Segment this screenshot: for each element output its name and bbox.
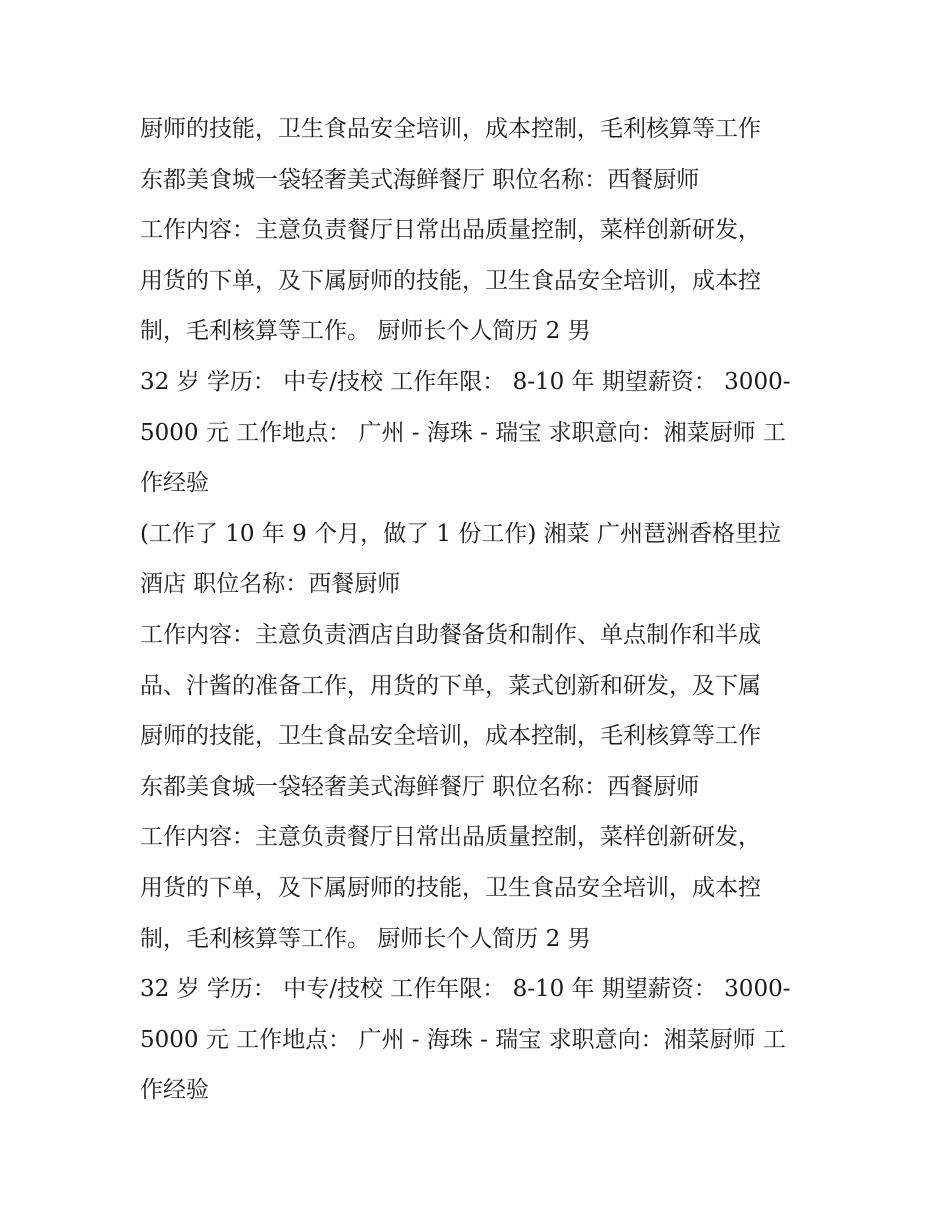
text-line: 工作内容：主意负责餐厅日常出品质量控制，菜样创新研发， — [140, 824, 761, 851]
text-line: 32 岁 学历： 中专/技校 工作年限： 8-10 年 期望薪资： 3000- — [140, 976, 791, 1003]
text-line: 制，毛利核算等工作。 厨师长个人简历 2 男 — [140, 925, 591, 952]
text-line: 用货的下单，及下属厨师的技能，卫生食品安全培训，成本控 — [140, 267, 761, 294]
text-line: 用货的下单，及下属厨师的技能，卫生食品安全培训，成本控 — [140, 874, 761, 901]
text-line: 酒店 职位名称：西餐厨师 — [140, 571, 401, 598]
text-line: 作经验 — [140, 470, 209, 497]
text-line: 品、汁酱的准备工作，用货的下单，菜式创新和研发，及下属 — [140, 672, 761, 699]
text-line: (工作了 10 年 9 个月，做了 1 份工作) 湘菜 广州琶洲香格里拉 — [140, 520, 781, 547]
text-line: 工作内容：主意负责餐厅日常出品质量控制，菜样创新研发， — [140, 217, 761, 244]
text-line: 厨师的技能，卫生食品安全培训，成本控制，毛利核算等工作 — [140, 116, 761, 142]
text-line: 制，毛利核算等工作。 厨师长个人简历 2 男 — [140, 318, 591, 345]
text-line: 工作内容：主意负责酒店自助餐备货和制作、单点制作和半成 — [140, 621, 761, 648]
text-line: 厨师的技能，卫生食品安全培训，成本控制，毛利核算等工作 — [140, 723, 761, 750]
text-line: 32 岁 学历： 中专/技校 工作年限： 8-10 年 期望薪资： 3000- — [140, 368, 791, 395]
text-line: 5000 元 工作地点： 广州 - 海珠 - 瑞宝 求职意向：湘菜厨师 工 — [140, 1026, 786, 1053]
text-line: 东都美食城一袋轻奢美式海鲜餐厅 职位名称：西餐厨师 — [140, 773, 700, 800]
text-line: 东都美食城一袋轻奢美式海鲜餐厅 职位名称：西餐厨师 — [140, 166, 700, 193]
body-text — [140, 104, 830, 1116]
text-line: 5000 元 工作地点： 广州 - 海珠 - 瑞宝 求职意向：湘菜厨师 工 — [140, 419, 786, 446]
text-line: 作经验 — [140, 1077, 209, 1104]
